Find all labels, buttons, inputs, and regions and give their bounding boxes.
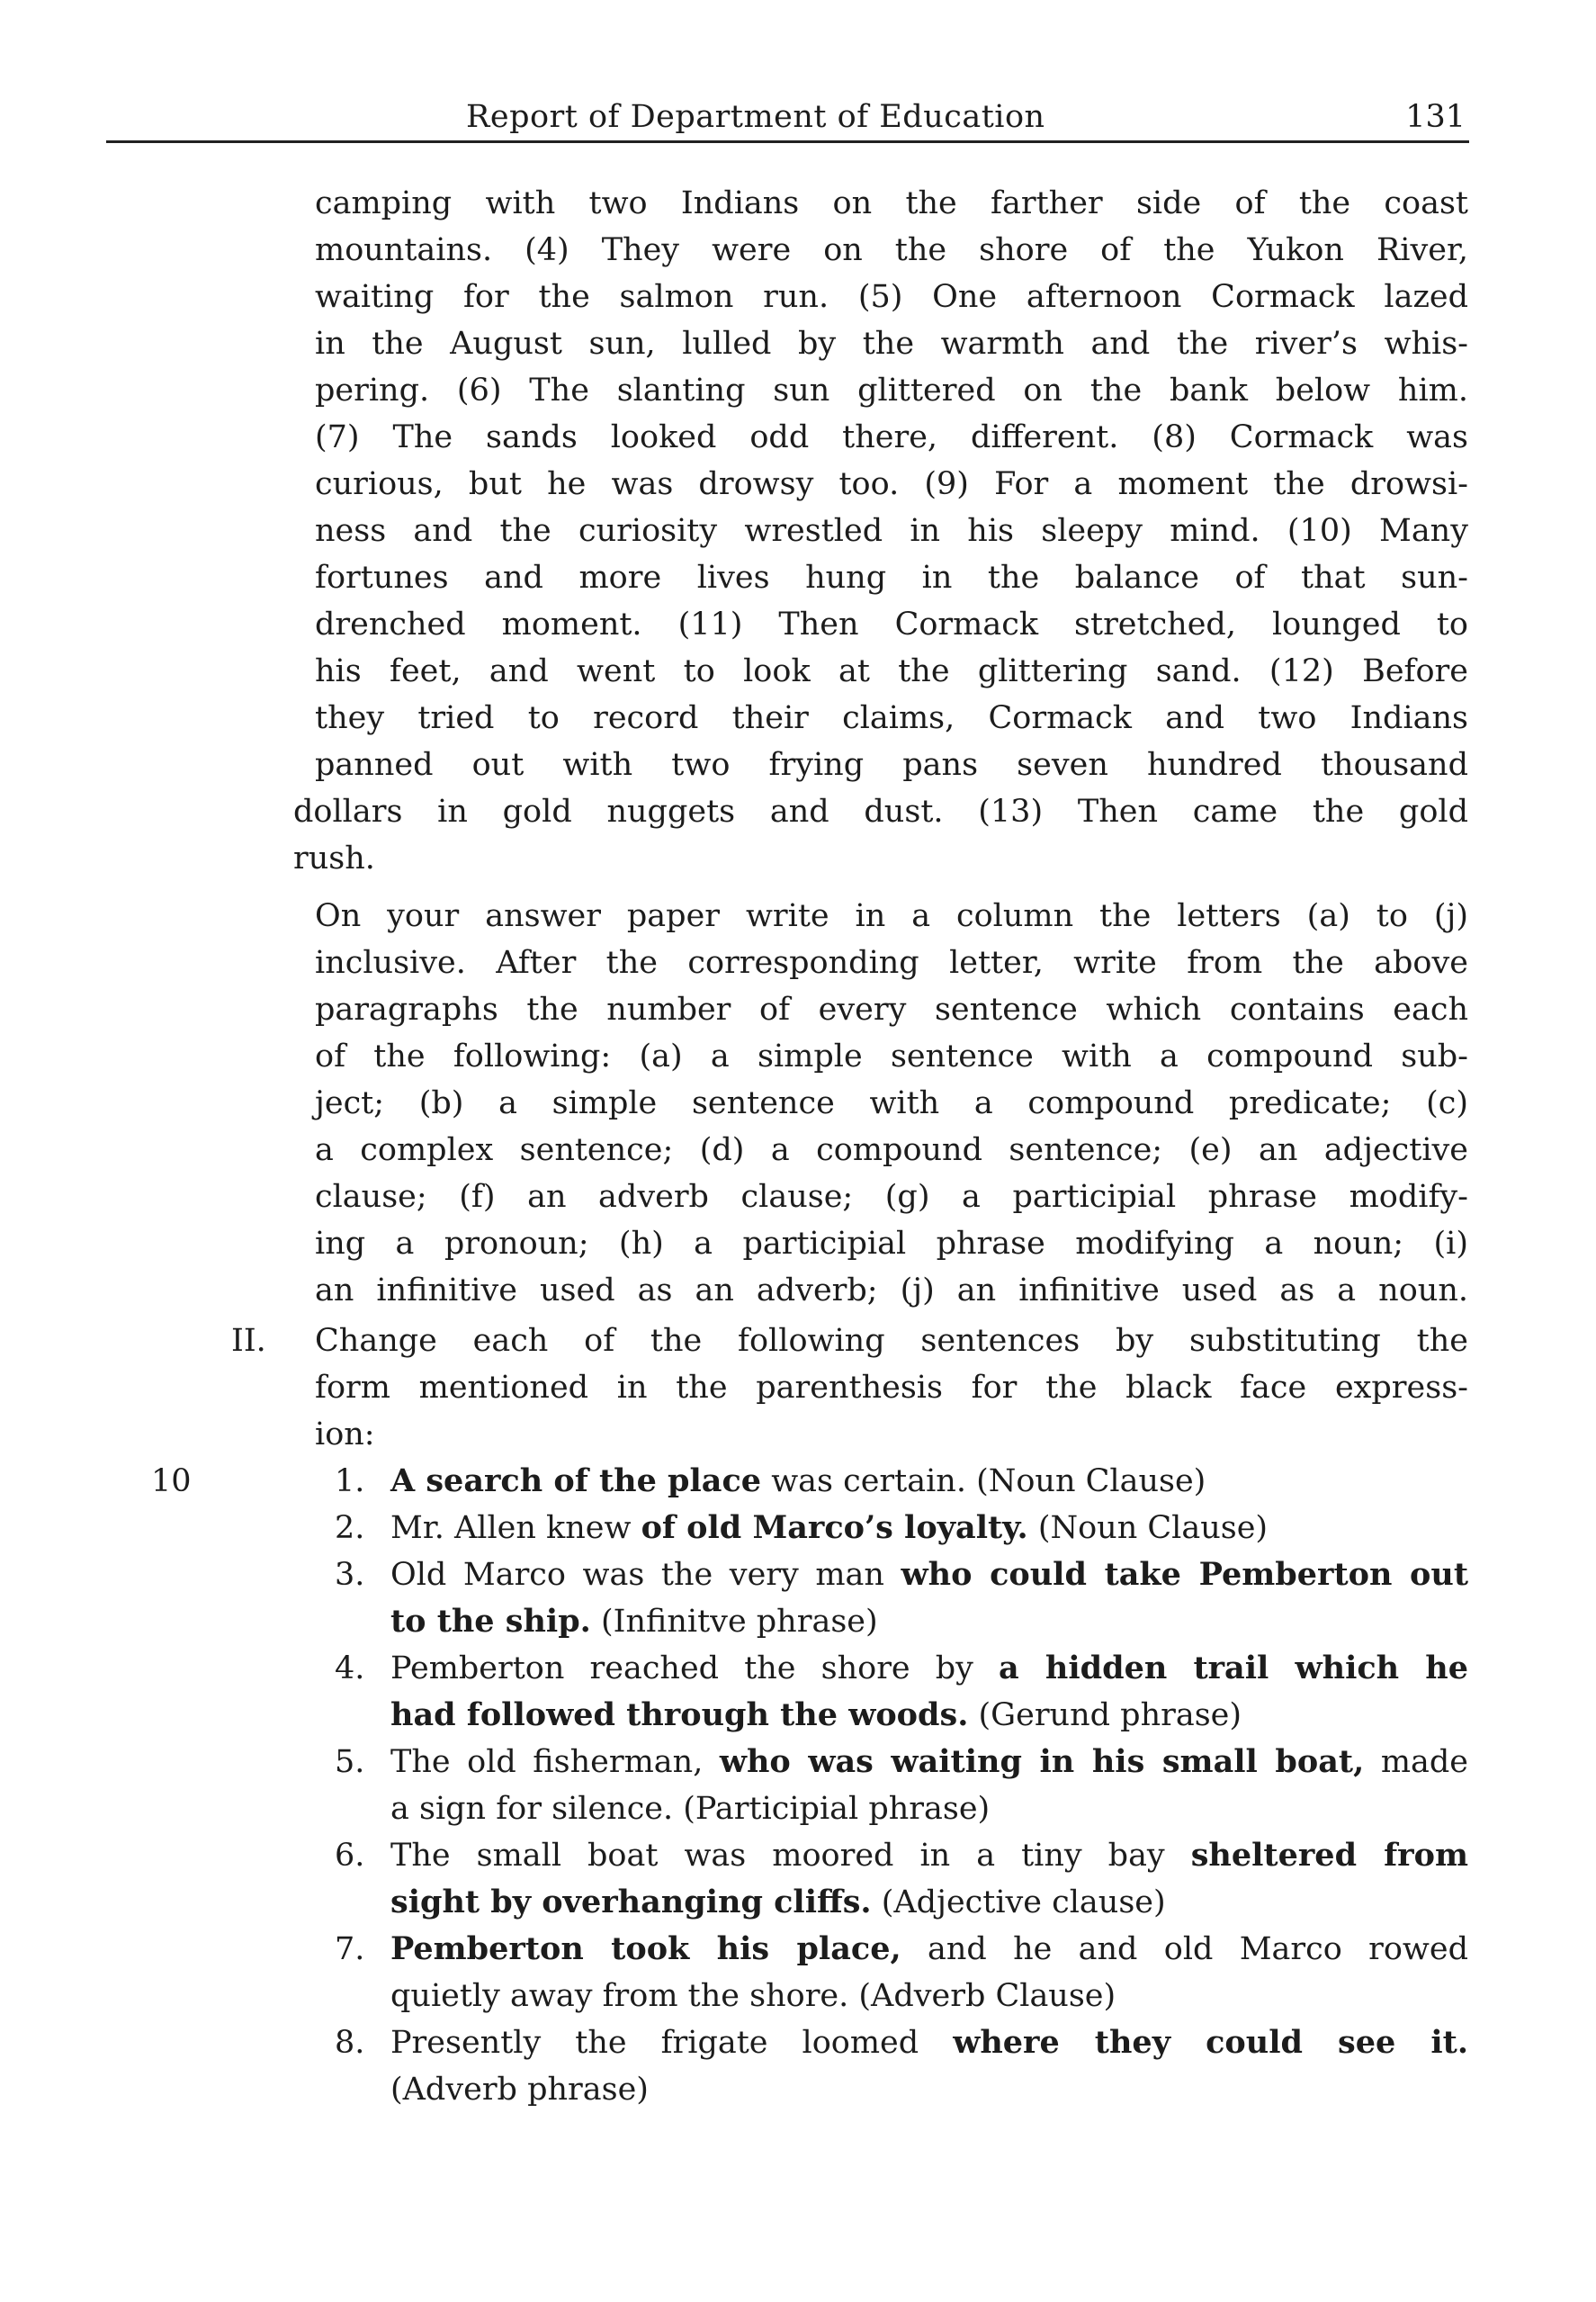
item-text-line [390,1692,1242,1739]
item-text-line [390,1598,878,1645]
item-number: 7. [335,1931,365,1967]
item-text: Presently the frigate loomed [390,2025,954,2061]
item-text: (Infinitve phrase) [590,1604,878,1640]
item-text: and he and old Marco rowed [901,1931,1469,1967]
bold-expression: a hidden trail which he [999,1650,1468,1686]
text-line: clause; (f) an adverb clause; (g) a participial phrase modify- [315,1179,1468,1215]
header-title: Report of Department of Education [466,99,1045,135]
item-text: quietly away from the shore. (Adverb Clause) [390,1978,1116,2014]
item-number: 5. [335,1744,365,1780]
item-text-line [390,1785,990,1832]
text-line: in the August sun, lulled by the warmth and the river’s whis- [315,326,1468,362]
text-line: a complex sentence; (d) a compound sentence; (e) an adjective [315,1132,1468,1168]
bold-expression: sight by overhanging cliffs. [390,1884,872,1920]
text-line: rush. [293,841,375,877]
item-text-line [390,2066,649,2113]
bold-expression: A search of the place [390,1462,762,1499]
text-line: fortunes and more lives hung in the balance of that sun- [315,560,1468,596]
text-line: waiting for the salmon run. (5) One afternoon Cormack lazed [315,279,1468,315]
text-line: On your answer paper write in a column the letters (a) to (j) [315,898,1468,934]
item-text-line [390,1645,1468,1692]
item-number: 6. [335,1838,365,1874]
points-value: 10 [151,1463,192,1499]
item-text-line [390,1973,1116,2019]
text-line: (7) The sands looked odd there, different. (8) Cormack was [315,419,1468,455]
text-line: ion: [315,1416,375,1452]
running-header [106,90,1469,143]
item-number: 4. [335,1650,365,1686]
text-line: Change each of the following sentences by substituting the [315,1323,1468,1359]
item-text-line [390,1832,1468,1879]
item-text: Mr. Allen knew [390,1510,641,1546]
text-line: ness and the curiosity wrestled in his sleepy mind. (10) Many [315,513,1468,549]
text-line: ing a pronoun; (h) a participial phrase modifying a noun; (i) [315,1226,1468,1262]
text-line: paragraphs the number of every sentence which contains each [315,992,1468,1028]
item-text: was certain. (Noun Clause) [761,1463,1206,1499]
bold-expression: to the ship. [390,1603,591,1640]
bold-expression: who was waiting in his small boat, [719,1743,1365,1780]
item-text-line [390,1505,1268,1551]
text-line: camping with two Indians on the farther side of the coast [315,185,1468,221]
text-line: panned out with two frying pans seven hundred thousand [315,747,1468,783]
bold-expression: sheltered from [1190,1837,1468,1874]
section-numeral: II. [231,1323,266,1359]
page-number: 131 [1405,99,1466,135]
item-number: 8. [335,2025,365,2061]
item-text-line [390,2019,1468,2066]
item-number: 1. [335,1463,365,1499]
item-text-line [390,1458,1206,1505]
item-number: 2. [335,1510,365,1546]
bold-expression: who could take Pemberton out [901,1556,1468,1593]
text-line: an infinitive used as an adverb; (j) an infinitive used as a noun. [315,1272,1468,1308]
text-line: drenched moment. (11) Then Cormack stretched, lounged to [315,607,1468,643]
text-line: curious, but he was drowsy too. (9) For a moment the drowsi- [315,466,1468,502]
item-text: made [1364,1744,1468,1780]
item-text: (Adjective clause) [871,1884,1166,1920]
item-text-line [390,1879,1166,1926]
text-line: dollars in gold nuggets and dust. (13) Then came the gold [293,794,1468,830]
text-line: pering. (6) The slanting sun glittered on the bank below him. [315,373,1468,409]
bold-expression: where they could see it. [953,2024,1468,2061]
text-line: they tried to record their claims, Cormack and two Indians [315,700,1468,736]
text-line: his feet, and went to look at the glittering sand. (12) Before [315,653,1468,689]
item-number: 3. [335,1557,365,1593]
text-line: mountains. (4) They were on the shore of the Yukon River, [315,232,1468,268]
item-text: (Gerund phrase) [968,1697,1242,1733]
text-line: of the following: (a) a simple sentence with a compound sub- [315,1039,1468,1075]
item-text: Old Marco was the very man [390,1557,901,1593]
bold-expression: Pemberton took his place, [390,1930,901,1967]
item-text-line [390,1551,1468,1598]
item-text: a sign for silence. (Participial phrase) [390,1791,991,1827]
text-line: inclusive. After the corresponding letter, write from the above [315,945,1468,981]
bold-expression: of old Marco’s loyalty. [641,1509,1028,1546]
item-text-line [390,1926,1468,1973]
item-text: Pemberton reached the shore by [390,1650,1000,1686]
item-text: The small boat was moored in a tiny bay [390,1838,1191,1874]
item-text: The old fisherman, [390,1744,720,1780]
item-text: (Noun Clause) [1027,1510,1269,1546]
item-text: (Adverb phrase) [390,2072,649,2108]
bold-expression: had followed through the woods. [390,1696,969,1733]
text-line: form mentioned in the parenthesis for the black face express- [315,1370,1468,1406]
text-line: ject; (b) a simple sentence with a compound predicate; (c) [315,1085,1468,1121]
item-text-line [390,1739,1468,1785]
